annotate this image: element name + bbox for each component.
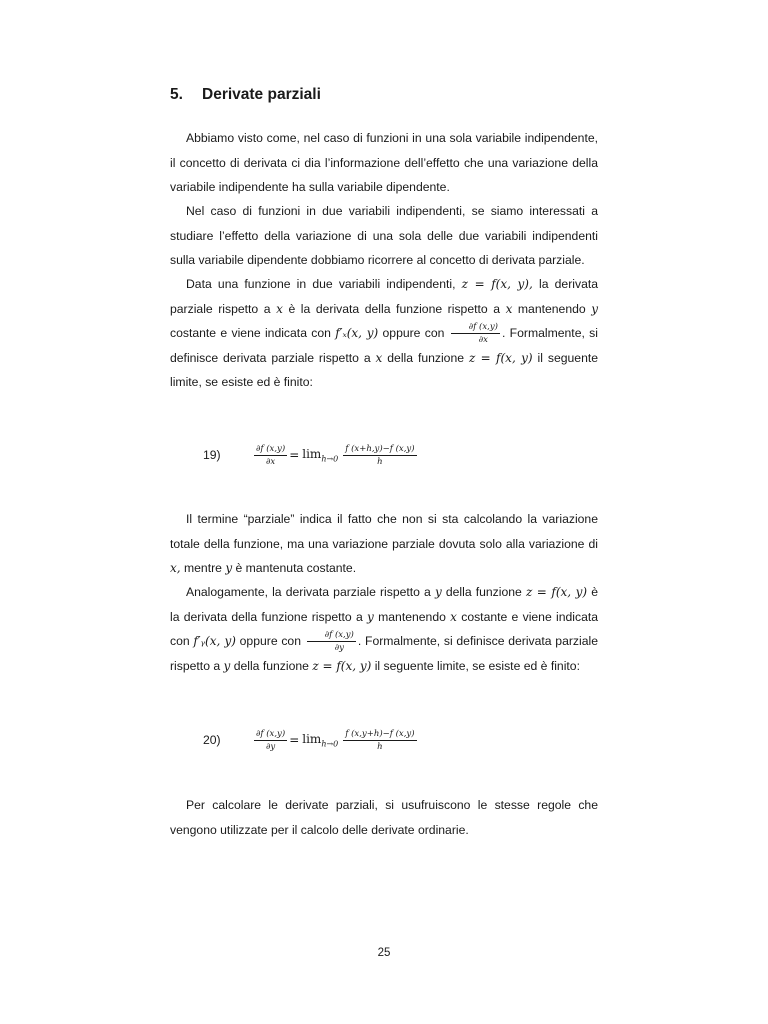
section-heading (170, 86, 321, 104)
paragraph-definition-x: Data una funzione in due variabili indipendenti, z = f(x, y), la derivata parziale rispetto a x è la derivata della funzione rispetto a x mantenendo y costante e viene indicata con f′ₓ(x, y) oppure con $\frac{\partial f (x,y)}{\partial x}$ . Formalmente, si definisce derivata parziale rispetto a x della funzione z = f(x, y) il seguente limite, se esiste ed è finito: (170, 277, 599, 389)
math-function: z = f(x, y), (461, 277, 533, 291)
paragraph-definition-y: Analogamente, la derivata parziale rispetto a y della funzione z = f(x, y) è la derivata della funzione rispetto a y mantenendo x costante e viene indicata con f′ᵧ(x, y) oppure con $\frac{\partial f (x,y)}{\partial y}$ . Formalmente, si definisce derivata parziale rispetto a y della funzione z = f(x, y) il seguente limite, se esiste ed è finito: (170, 585, 599, 673)
equation-label: 19) (203, 448, 221, 462)
fraction-partial-y: $\frac{\partial f (x,y)}{\partial y}$ (307, 630, 356, 653)
equation-body: $\frac{\partial f (x,y)}{\partial x}$ = $\lim_{h\to 0}$ $\frac{f (x+h,y)-f (x,y)}{h}$ (256, 443, 415, 467)
paragraph-two-variables: Nel caso di funzioni in due variabili indipendenti, se siamo interessati a studiare l’effetto della variazione di una sola delle due variabili indipendenti sulla variabile dipendente dobbiamo ricorrere al concetto di derivata parziale. (170, 204, 598, 267)
paragraph-intro: Abbiamo visto come, nel caso di funzioni in una sola variabile indipendente, il concetto di derivata ci dia l’informazione dell’effetto che una variazione della variabile indipendente ha sulla variabile dipendente. (170, 131, 598, 194)
fraction-partial-x: $\frac{\partial f (x,y)}{\partial x}$ (451, 322, 500, 345)
section-title: Derivate parziali (202, 86, 321, 103)
math-partial-notation-x: f′ₓ(x, y) (335, 326, 379, 340)
equation-body: $\frac{\partial f (x,y)}{\partial y}$ = $\lim_{h\to 0}$ $\frac{f (x,y+h)-f (x,y)}{h}$ (256, 728, 415, 752)
equation-19 (170, 437, 600, 473)
section-number: 5. (170, 86, 183, 103)
paragraph-partial-term: Il termine “parziale” indica il fatto che non si sta calcolando la variazione totale della funzione, ma una variazione parziale dovuta solo alla variazione di x, mentre y è mantenuta costante. (170, 512, 598, 575)
equation-label: 20) (203, 733, 221, 747)
equation-20 (170, 722, 600, 758)
math-partial-notation-y: f′ᵧ(x, y) (193, 634, 236, 648)
paragraph-rules: Per calcolare le derivate parziali, si usufruiscono le stesse regole che vengono utilizzate per il calcolo delle derivate ordinarie. (170, 798, 598, 837)
page-number: 25 (377, 947, 391, 959)
